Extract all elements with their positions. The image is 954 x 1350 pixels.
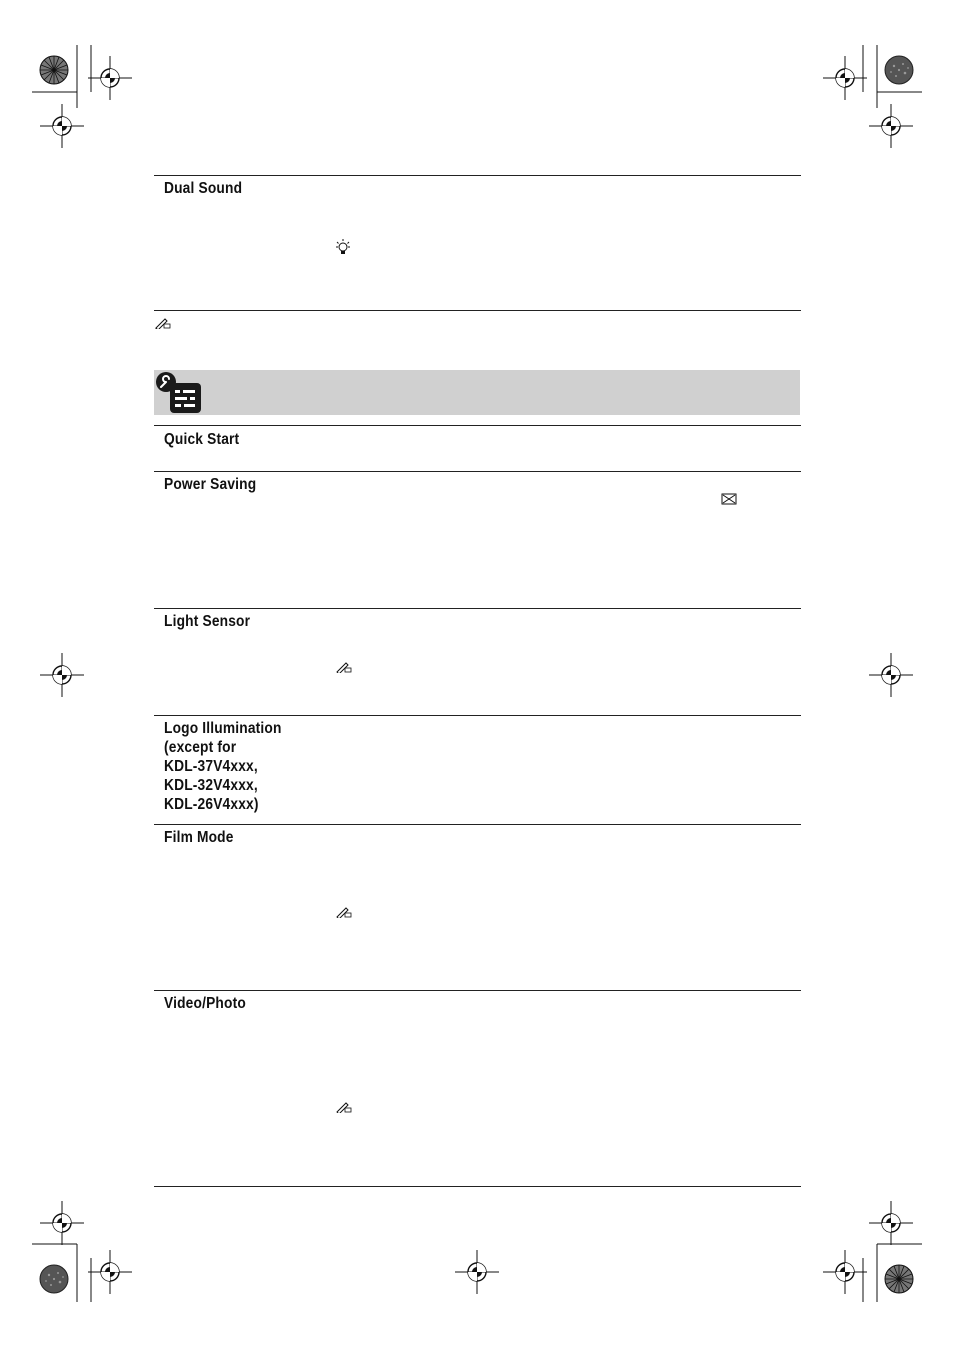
logo-line-5: KDL-26V4xxx) xyxy=(164,796,259,813)
setting-quick-start: Quick Start xyxy=(164,431,240,448)
rule-film-mode-end xyxy=(154,990,801,991)
note-pencil-icon xyxy=(336,661,352,673)
logo-line-2: (except for xyxy=(164,739,237,756)
note-pencil-icon xyxy=(155,317,171,329)
rule-bottom xyxy=(154,1186,801,1187)
setting-power-saving: Power Saving xyxy=(164,476,257,493)
logo-line-3: KDL-37V4xxx, xyxy=(164,758,258,775)
rule-top xyxy=(154,175,801,176)
rule-setup-top xyxy=(154,425,801,426)
cross-box-icon xyxy=(721,493,737,505)
rule-quick-start-end xyxy=(154,471,801,472)
rule-power-saving-end xyxy=(154,608,801,609)
note-pencil-icon xyxy=(336,906,352,918)
rule-logo-end xyxy=(154,824,801,825)
logo-line-4: KDL-32V4xxx, xyxy=(164,777,258,794)
rule-dual-sound-end xyxy=(154,310,801,311)
setting-video-photo: Video/Photo xyxy=(164,995,246,1012)
note-pencil-icon xyxy=(336,1101,352,1113)
setting-logo-illumination xyxy=(164,719,282,814)
setting-dual-sound: Dual Sound xyxy=(164,180,243,197)
setting-light-sensor: Light Sensor xyxy=(164,613,251,630)
setup-wrench-icon xyxy=(154,370,204,416)
setup-section-band xyxy=(154,370,800,415)
setting-film-mode: Film Mode xyxy=(164,829,234,846)
logo-line-1: Logo Illumination xyxy=(164,720,282,737)
lightbulb-tip-icon xyxy=(335,238,351,256)
rule-light-sensor-end xyxy=(154,715,801,716)
